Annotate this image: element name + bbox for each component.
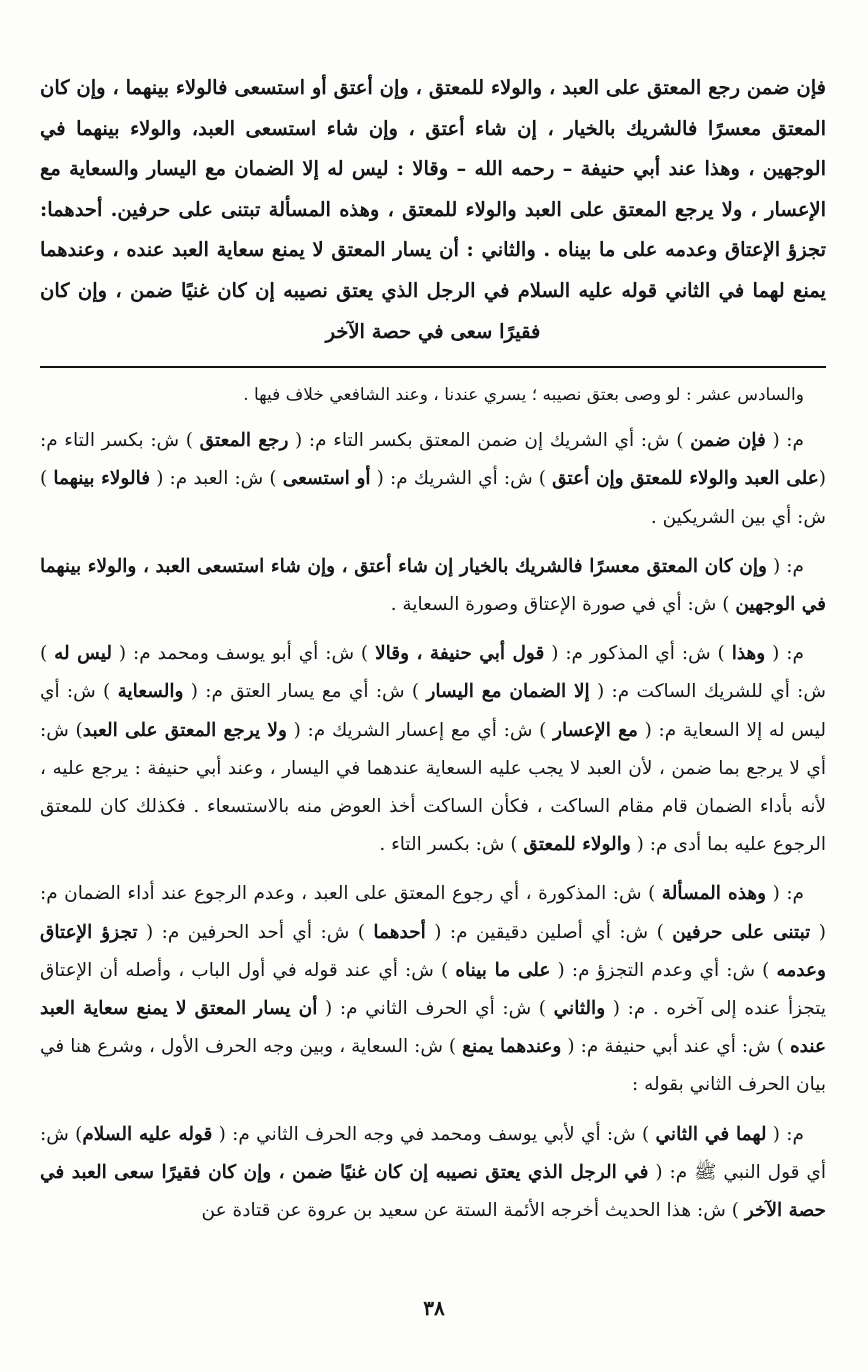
- matn-quote: إلا الضمان مع اليسار: [426, 681, 590, 703]
- commentary-text: ) ش: أي عند قوله في أول الباب ، وأصله أن الإعتاق يتجزأ عنده إلى آخره . م: (: [40, 959, 826, 1019]
- commentary-paragraph: [40, 875, 826, 1104]
- commentary-text: ) ش: أي مع يسار العتق م: (: [183, 681, 427, 703]
- commentary-text: ) ش: أي أبو يوسف ومحمد م: (: [111, 643, 376, 665]
- matn-quote: على ما بيناه: [455, 959, 551, 981]
- commentary-text: ) ش: أي لأبي يوسف ومحمد في وجه الحرف الثاني م: (: [212, 1123, 656, 1145]
- commentary-text: ) ش: أي الشريك م: (: [370, 468, 553, 490]
- footnote-divider: [40, 366, 826, 368]
- commentary-text: ) ش: أي أصلين دقيقين م: (: [425, 921, 673, 943]
- matn-quote: مع الإعسار: [553, 719, 638, 741]
- commentary-text: ) ش: أي عند أبي حنيفة م: (: [561, 1036, 790, 1058]
- matn-quote: رجع المعتق: [199, 430, 289, 452]
- page-number: ٣٨: [423, 1296, 445, 1320]
- commentary-paragraph: [40, 548, 826, 624]
- commentary-text: ) ش: أي أحد الحرفين م: (: [137, 921, 374, 943]
- matn-quote: فالولاء بينهما: [53, 468, 151, 490]
- commentary-text: م: (: [766, 555, 804, 577]
- commentary-text: ) ش: بكسر التاء م: (: [40, 430, 826, 490]
- commentary-text: ) ش: أي في صورة الإعتاق وصورة السعاية .: [390, 593, 736, 615]
- matn-quote: تجزؤ الإعتاق وعدمه: [40, 921, 826, 981]
- commentary-text: ) ش: أي وعدم التجزؤ م: (: [550, 959, 777, 981]
- main-text-block: [40, 68, 826, 352]
- commentary-text: م: (: [766, 883, 805, 905]
- commentary-text: ) ش: بكسر التاء .: [379, 834, 524, 856]
- matn-quote: وهذه المسألة: [661, 883, 767, 905]
- commentary-text: ) ش: أي الشريك إن ضمن المعتق بكسر التاء م: (: [288, 430, 691, 452]
- matn-quote: قول أبي حنيفة ، وقالا: [375, 643, 545, 665]
- commentary-paragraph: [40, 422, 826, 537]
- commentary-text: ) ش: أي مع إعسار الشريك م: (: [286, 719, 554, 741]
- matn-quote: في الرجل الذي يعتق نصيبه إن كان غنيًا ضمن ، وإن كان فقيرًا سعى العبد في حصة الآخر: [40, 1161, 826, 1222]
- commentary-paragraph: [40, 635, 826, 864]
- footnote: والسادس عشر : لو وصى بعتق نصيبه ؛ يسري عندنا ، وعند الشافعي خلاف فيها .: [243, 385, 804, 406]
- main-text-paragraph: فإن ضمن رجع المعتق على العبد ، والولاء للمعتق ، وإن أعتق أو استسعى فالولاء بينهما ، وإن كان المعتق معسرًا فالشريك بالخيار ، إن شاء أعتق ، وإن شاء استسعى العبد، والولاء بينهما في الوجهين ، وهذا عند أبي حنيفة – رحمه الله – وقالا : ليس له إلا الضمان مع اليسار والسعاية مع الإعسار ، ولا يرجع المعتق على العبد والولاء للمعتق ، وهذه المسألة تبتنى على حرفين. أحدهما: تجزؤ الإعتاق وعدمه على ما بيناه . والثاني : أن يسار المعتق لا يمنع سعاية العبد عنده ، وعندهما يمنع لهما في الثاني قوله عليه السلام في الرجل الذي يعتق نصيبه إن كان غنيًا ضمن ، وإن كان فقيرًا سعى في حصة الآخر: [40, 76, 826, 343]
- matn-quote: فإن ضمن: [690, 430, 766, 452]
- matn-quote: أو استسعى: [282, 468, 371, 490]
- matn-quote: أحدهما: [373, 921, 426, 943]
- page-content: [40, 68, 826, 1241]
- commentary-text: ) ش: هذا الحديث أخرجه الأئمة الستة عن سعيد بن عروة عن قتادة عن: [201, 1200, 745, 1222]
- commentary-text: م: (: [765, 643, 804, 665]
- matn-quote: أن يسار المعتق لا يمنع سعاية العبد عنده: [40, 998, 826, 1058]
- commentary-text: ) ش: أي المذكور م: (: [544, 643, 732, 665]
- commentary-text: ) ش: أي للشريك الساكت م: (: [40, 643, 826, 703]
- matn-quote: وعندهما يمنع: [462, 1036, 562, 1058]
- commentary-text: ) ش: المذكورة ، أي رجوع المعتق على العبد ، وعدم الرجوع عند أداء الضمان م: (: [40, 883, 826, 943]
- matn-quote: تبتنى على حرفين: [672, 921, 811, 943]
- commentary-text: ) ش: العبد م: (: [150, 468, 283, 490]
- commentary-text: م: (: [765, 430, 804, 452]
- matn-quote: قوله عليه السلام: [82, 1123, 213, 1145]
- commentary-text: ) ش: أي الحرف الثاني م: (: [317, 998, 554, 1019]
- commentary-paragraph: [40, 1116, 826, 1231]
- matn-quote: لهما في الثاني: [655, 1123, 767, 1145]
- matn-quote: ولا يرجع المعتق على العبد: [82, 719, 287, 741]
- matn-quote: والسعاية: [117, 681, 184, 703]
- commentary-text: ) ش: السعاية ، وبين وجه الحرف الأول ، وشرع هنا في بيان الحرف الثاني بقوله :: [40, 1036, 826, 1096]
- matn-quote: ليس له: [54, 643, 112, 665]
- commentary-text: م: (: [766, 1123, 804, 1145]
- commentary-text: ) ش: أي ليس له إلا السعاية م: (: [40, 681, 826, 741]
- matn-quote: والثاني: [553, 998, 606, 1019]
- matn-quote: والولاء للمعتق: [523, 834, 631, 856]
- matn-quote: وهذا: [731, 643, 766, 665]
- commentary-text: ) ش: أي قول النبي ﷺ م: (: [40, 1123, 826, 1183]
- matn-quote: على العبد والولاء للمعتق وإن أعتق: [552, 468, 819, 490]
- commentary-text: ) ش: أي بين الشريكين .: [40, 468, 826, 528]
- matn-quote: وإن كان المعتق معسرًا فالشريك بالخيار إن شاء أعتق ، وإن شاء استسعى العبد ، والولاء بينهما في الوجهين: [40, 555, 826, 615]
- commentary-text: ) ش: أي لا يرجع بما ضمن ، لأن العبد لا يجب عليه السعاية عندهما في اليسار ، وعند أبي حنيفة : يرجع عليه ، لأنه بأداء الضمان قام مقام الساكت ، فكأن الساكت أخذ العوض منه بالاستسعاء . فكذلك كان للمعتق الرجوع عليه بما أدى م: (: [40, 719, 826, 856]
- commentary-section: [40, 422, 826, 1230]
